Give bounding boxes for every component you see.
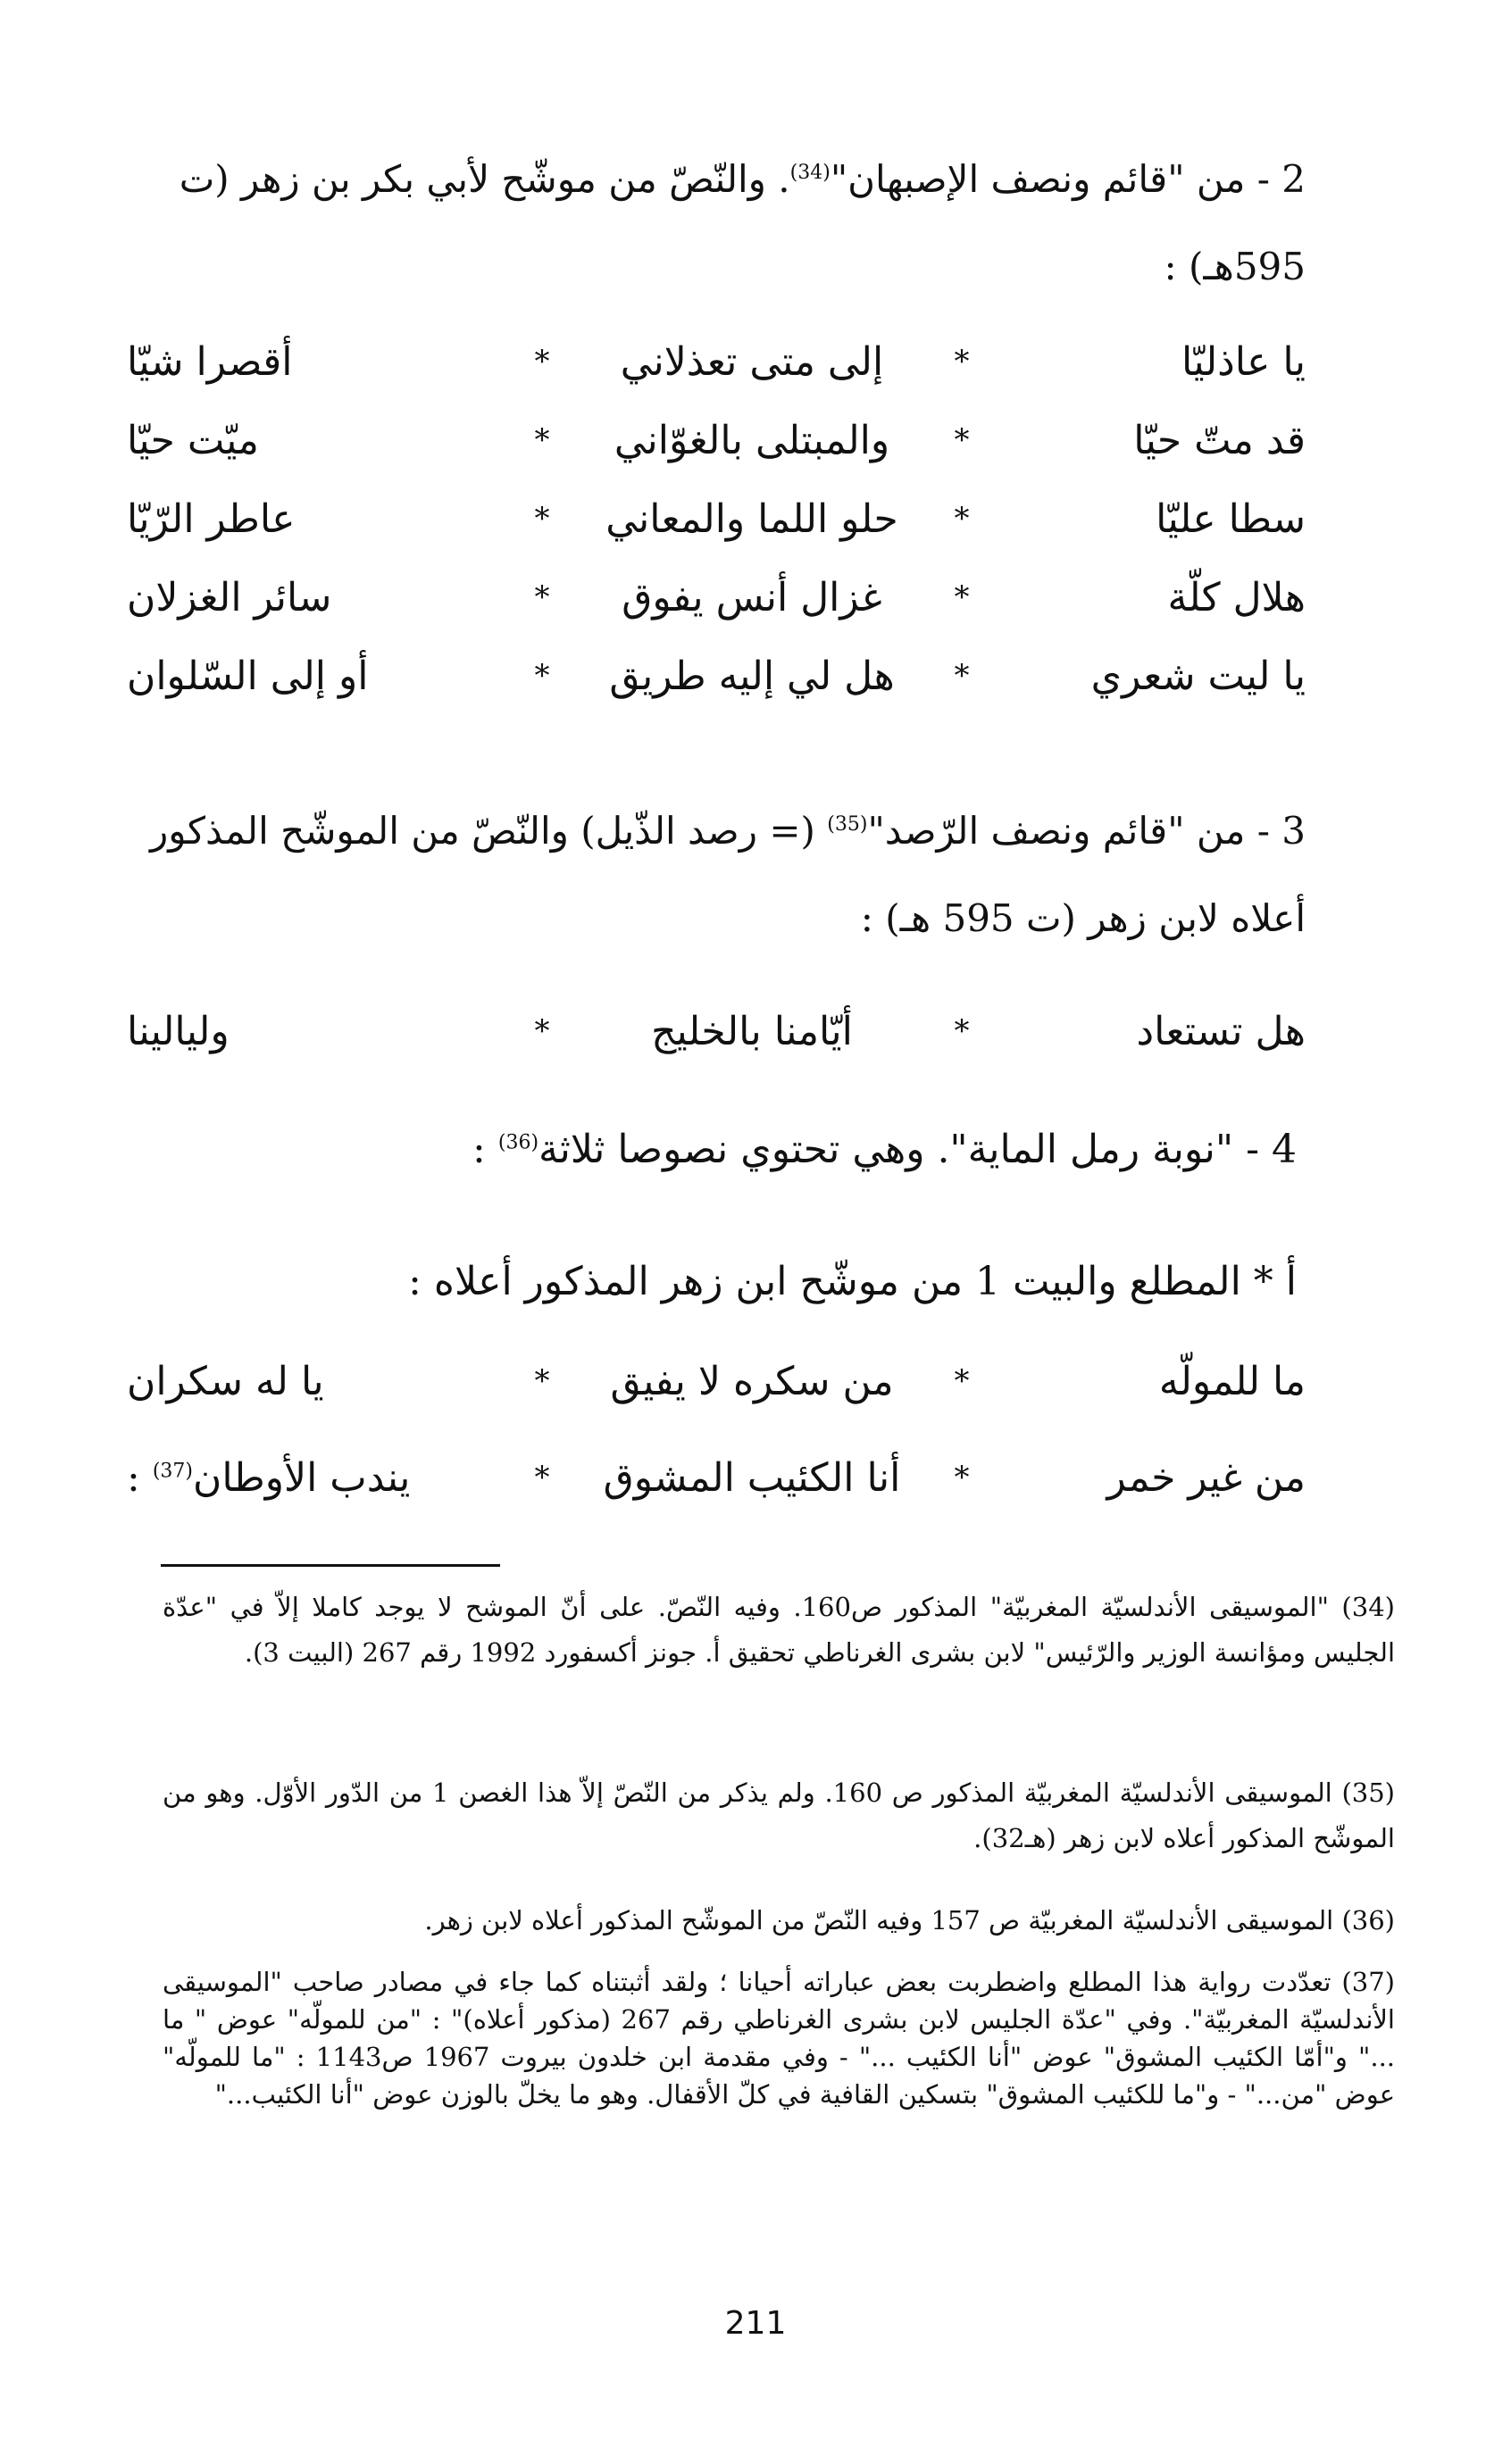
hemistich-2: والمبتلى بالغوّاني bbox=[614, 417, 890, 463]
separator-star: * bbox=[954, 1363, 970, 1399]
hemistich-1: من غير خمر bbox=[1106, 1454, 1306, 1501]
poem-1-verse bbox=[127, 479, 1306, 559]
separator-star: * bbox=[534, 1363, 550, 1399]
footnote-36: (36) الموسيقى الأندلسيّة المغربيّة ص 157 وفيه النّصّ من الموشّح المذكور أعلاه لابن زهر. bbox=[424, 1905, 1395, 1935]
hemistich-1: هلال كلّة bbox=[1167, 574, 1306, 620]
poem-3-verse bbox=[127, 1437, 1306, 1518]
hemistich-3: سائر الغزلان bbox=[127, 574, 332, 620]
hemistich-2: هل لي إليه طريق bbox=[609, 653, 895, 699]
separator-star: * bbox=[954, 1013, 970, 1049]
section-2-lead: 2 - من "قائم ونصف الإصبهان" bbox=[830, 157, 1306, 201]
hemistich-3-text: يندب الأوطان bbox=[193, 1454, 411, 1501]
hemistich-3: أقصرا شيّا bbox=[127, 338, 293, 385]
item-a-heading: أ * المطلع والبيت 1 من موشّح ابن زهر المذكور أعلاه : bbox=[408, 1259, 1297, 1304]
section-3-rest: (= رصد الذّيل) والنّصّ من الموشّح المذكور أعلاه لابن زهر (ت 595 هـ) : bbox=[150, 809, 1306, 940]
separator-star: * bbox=[954, 501, 970, 537]
separator-star: * bbox=[534, 501, 550, 537]
hemistich-1: ما للمولّه bbox=[1158, 1358, 1306, 1404]
footnote-ref-37: (37) bbox=[152, 1459, 193, 1482]
poem-1-verse bbox=[127, 321, 1306, 402]
section-3-lead: 3 - من "قائم ونصف الرّصد" bbox=[867, 809, 1306, 853]
hemistich-1: قد متّ حيّا bbox=[1133, 417, 1306, 463]
hemistich-3: عاطر الرّيّا bbox=[127, 495, 296, 542]
poem-1-verse bbox=[127, 400, 1306, 480]
hemistich-3: ميّت حيّا bbox=[127, 417, 259, 463]
separator-star: * bbox=[954, 344, 970, 379]
hemistich-1: يا ليت شعري bbox=[1090, 653, 1306, 699]
separator-star: * bbox=[954, 1460, 970, 1495]
footnote-37: (37) تعدّدت رواية هذا المطلع واضطربت بعض عباراته أحيانا ؛ ولقد أثبتناه كما جاء في مصادر صاحب "الموسيقى الأندلسيّة المغربيّة". وفي "عدّة الجليس لابن بشرى الغرناطي رقم 267 (مذكور أعلاه)" : "من للمولّه" عوض " ما ..." و"أمّا الكئيب المشوق" عوض "أنا الكئيب ..." - وفي مقدمة ابن خلدون بيروت 1967 ص1143 : "ما للمولّه" عوض "من..." - و"ما للكئيب المشوق" بتسكين القافية في كلّ الأقفال. وهو ما يخلّ بالوزن عوض "أنا الكئيب..." bbox=[163, 1967, 1396, 2110]
hemistich-3: وليالينا bbox=[127, 1008, 230, 1054]
poem-1-verse bbox=[127, 636, 1306, 716]
section-2-rest: . والنّصّ من موشّح لأبي بكر بن زهر (ت 595هـ) : bbox=[179, 157, 1306, 288]
poem-3-verse bbox=[127, 1341, 1306, 1421]
section-2-paragraph bbox=[127, 136, 1306, 311]
hemistich-3-tail: : bbox=[127, 1454, 153, 1501]
hemistich-2: غزال أنس يفوق bbox=[622, 574, 882, 620]
separator-star: * bbox=[534, 1013, 550, 1049]
hemistich-3: يا له سكران bbox=[127, 1358, 324, 1404]
hemistich-2: إلى متى تعذلاني bbox=[620, 338, 884, 385]
footnote-35: (35) الموسيقى الأندلسيّة المغربيّة المذكور ص 160. ولم يذكر من النّصّ إلاّ هذا الغصن 1 من الدّور الأوّل. وهو من الموشّح المذكور أعلاه لابن زهر (هـ32). bbox=[163, 1777, 1395, 1853]
page-number: 211 bbox=[724, 2305, 787, 2342]
section-4-lead: 4 - "نوبة رمل الماية". وهي تحتوي نصوصا ثلاثة bbox=[538, 1127, 1297, 1172]
footnote-separator bbox=[161, 1564, 500, 1567]
separator-star: * bbox=[534, 658, 550, 694]
hemistich-2: حلو اللما والمعاني bbox=[605, 495, 898, 542]
poem-1-verse bbox=[127, 557, 1306, 637]
hemistich-1: هل تستعاد bbox=[1136, 1008, 1306, 1054]
separator-star: * bbox=[534, 422, 550, 458]
separator-star: * bbox=[954, 658, 970, 694]
hemistich-2: أيّامنا بالخليج bbox=[651, 1008, 853, 1054]
footnote-34: (34) "الموسيقى الأندلسيّة المغربيّة" المذكور ص160. وفيه النّصّ. على أنّ الموشح لا يوجد كاملا إلاّ في "عدّة الجليس ومؤانسة الوزير والرّئيس" لابن بشرى الغرناطي تحقيق أ. جونز أكسفورد 1992 رقم 267 (البيت 3). bbox=[163, 1592, 1395, 1668]
hemistich-3: أو إلى السّلوان bbox=[127, 653, 369, 699]
hemistich-3 bbox=[127, 1455, 493, 1501]
separator-star: * bbox=[954, 579, 970, 615]
footnote-ref-34: (34) bbox=[789, 162, 831, 184]
poem-2-verse bbox=[127, 991, 1306, 1071]
hemistich-2: من سكره لا يفيق bbox=[610, 1358, 894, 1404]
footnote-ref-36: (36) bbox=[497, 1131, 539, 1154]
separator-star: * bbox=[954, 422, 970, 458]
hemistich-1: يا عاذليّا bbox=[1181, 338, 1306, 385]
footnote-ref-35: (35) bbox=[827, 813, 868, 836]
section-3-paragraph bbox=[127, 787, 1306, 962]
separator-star: * bbox=[534, 579, 550, 615]
hemistich-2: أنا الكئيب المشوق bbox=[603, 1454, 901, 1501]
separator-star: * bbox=[534, 344, 550, 379]
separator-star: * bbox=[534, 1460, 550, 1495]
section-4-paragraph bbox=[127, 1127, 1297, 1172]
hemistich-1: سطا عليّا bbox=[1156, 495, 1306, 542]
section-4-rest: : bbox=[472, 1127, 498, 1172]
